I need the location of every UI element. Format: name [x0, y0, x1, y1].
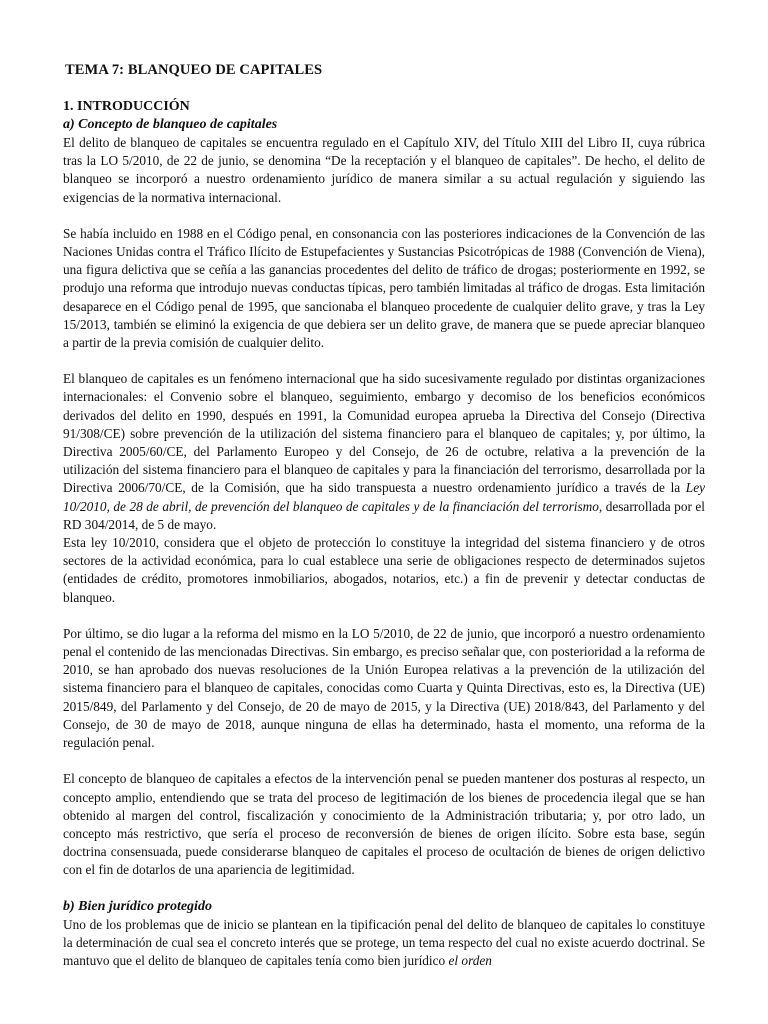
- paragraph-6: El concepto de blanqueo de capitales a efectos de la intervención penal se pueden mantener dos posturas al respecto, un concepto amplio, entendiendo que se trata del proceso de legitimación de los bienes de procedencia ilegal que se han obtenido al margen del control, fiscalización y conocimiento de la Administración tributaria; y, por otro lado, un concepto más restrictivo, que sería el proceso de reconversión de bienes de origen ilícito. Sobre esta base, según doctrina consensuada, puede considerarse blanqueo de capitales el proceso de ocultación de bienes de origen delictivo con el fin de dotarlos de una apariencia de legitimidad.: [63, 771, 705, 878]
- section-heading-introduccion: 1. INTRODUCCIÓN: [63, 99, 190, 114]
- paragraph-5: Por último, se dio lugar a la reforma del mismo en la LO 5/2010, de 22 de junio, que incorporó a nuestro ordenamiento penal el contenido de las mencionadas Directivas. Sin embargo, es preciso señalar que, con posterioridad a la reforma de 2010, se han aprobado dos nuevas resoluciones de la Unión Europea relativas a la prevención de la utilización del sistema financiero para el blanqueo de capitales, conocidas como Cuarta y Quinta Directivas, esto es, la Directiva (UE) 2015/849, del Parlamento y del Consejo, de 20 de mayo de 2015, y la Directiva (UE) 2018/843, del Parlamento y del Consejo, de 30 de mayo de 2018, aunque ninguna de ellas ha determinado, hasta el momento, una reforma de la regulación penal.: [63, 625, 705, 751]
- paragraph-3-law-title: Ley 10/2010, de 28 de abril, de prevención del blanqueo de capitales y de la financiación del terrorismo: [63, 480, 705, 514]
- paragraph-2: Se había incluido en 1988 en el Código penal, en consonancia con las posteriores indicaciones de la Convención de las Naciones Unidas contra el Tráfico Ilícito de Estupefacientes y Sustancias Psicotrópicas de 1988 (Convención de Viena), una figura delictiva que se ceñía a las ganancias procedentes del delito de tráfico de drogas; posteriormente en 1992, se produjo una reforma que introdujo nuevas conductas típicas, pero también limitadas al tráfico de drogas. Esta limitación desaparece en el Código penal de 1995, que sancionaba el blanqueo procedente de cualquier delito grave, y tras la Ley 15/2013, también se eliminó la exigencia de que debiera ser un delito grave, de manera que se puede apreciar blanqueo a partir de la previa comisión de cualquier delito.: [63, 225, 705, 351]
- subheading-bien-juridico: b) Bien jurídico protegido: [63, 898, 212, 914]
- paragraph-3-text: El blanqueo de capitales es un fenómeno internacional que ha sido sucesivamente regulado por distintas organizaciones internacionales: el Convenio sobre el blanqueo, seguimiento, embargo y decomiso de los beneficios económicos derivados del delito en 1990, después en 1991, la Comunidad europea aprueba la Directiva del Consejo (Directiva 91/308/CE) sobre prevención de la utilización del sistema financiero para el blanqueo de capitales; y, por último, la Directiva 2005/60/CE, del Parlamento Europeo y del Consejo, de 26 de octubre, relativa a la prevención de la utilización del sistema financiero para el blanqueo de capitales y para la financiación del terrorismo, desarrollada por la Directiva 2006/70/CE, de la Comisión, que ha sido transpuesta a nuestro ordenamiento jurídico a través de la: [63, 371, 705, 496]
- paragraph-4: Esta ley 10/2010, considera que el objeto de protección lo constituye la integridad del sistema financiero y de otros sectores de la actividad económica, para lo cual establece una serie de obligaciones respecto de determinados sujetos (entidades de crédito, promotores inmobiliarios, abogados, notarios, etc.) a fin de prevenir y detectar conductas de blanqueo.: [63, 535, 705, 605]
- paragraph-7-text: Uno de los problemas que de inicio se plantean en la tipificación penal del delito de blanqueo de capitales lo constituye la determinación de cual sea el concreto interés que se protege, un tema respecto del cual no existe acuerdo doctrinal. Se mantuvo que el delito de blanqueo de capitales tenía como bien jurídico: [63, 916, 705, 968]
- paragraph-1: El delito de blanqueo de capitales se encuentra regulado en el Capítulo XIV, del Título XIII del Libro II, cuya rúbrica tras la LO 5/2010, de 22 de junio, se denomina “De la receptación y el blanqueo de capitales”. De hecho, el delito de blanqueo se incorporó a nuestro ordenamiento jurídico de manera similar a su actual regulación y siguiendo las exigencias de la normativa internacional.: [63, 135, 705, 205]
- paragraph-7-italic: el orden: [448, 952, 492, 968]
- subheading-concepto: a) Concepto de blanqueo de capitales: [63, 117, 278, 132]
- paragraph-3-text-end: , desarrollada por el RD 304/2014, de 5 de mayo.: [63, 498, 706, 532]
- paragraph-3: [63, 370, 705, 534]
- paragraph-7: [63, 916, 705, 971]
- document-title: TEMA 7: BLANQUEO DE CAPITALES: [65, 62, 323, 78]
